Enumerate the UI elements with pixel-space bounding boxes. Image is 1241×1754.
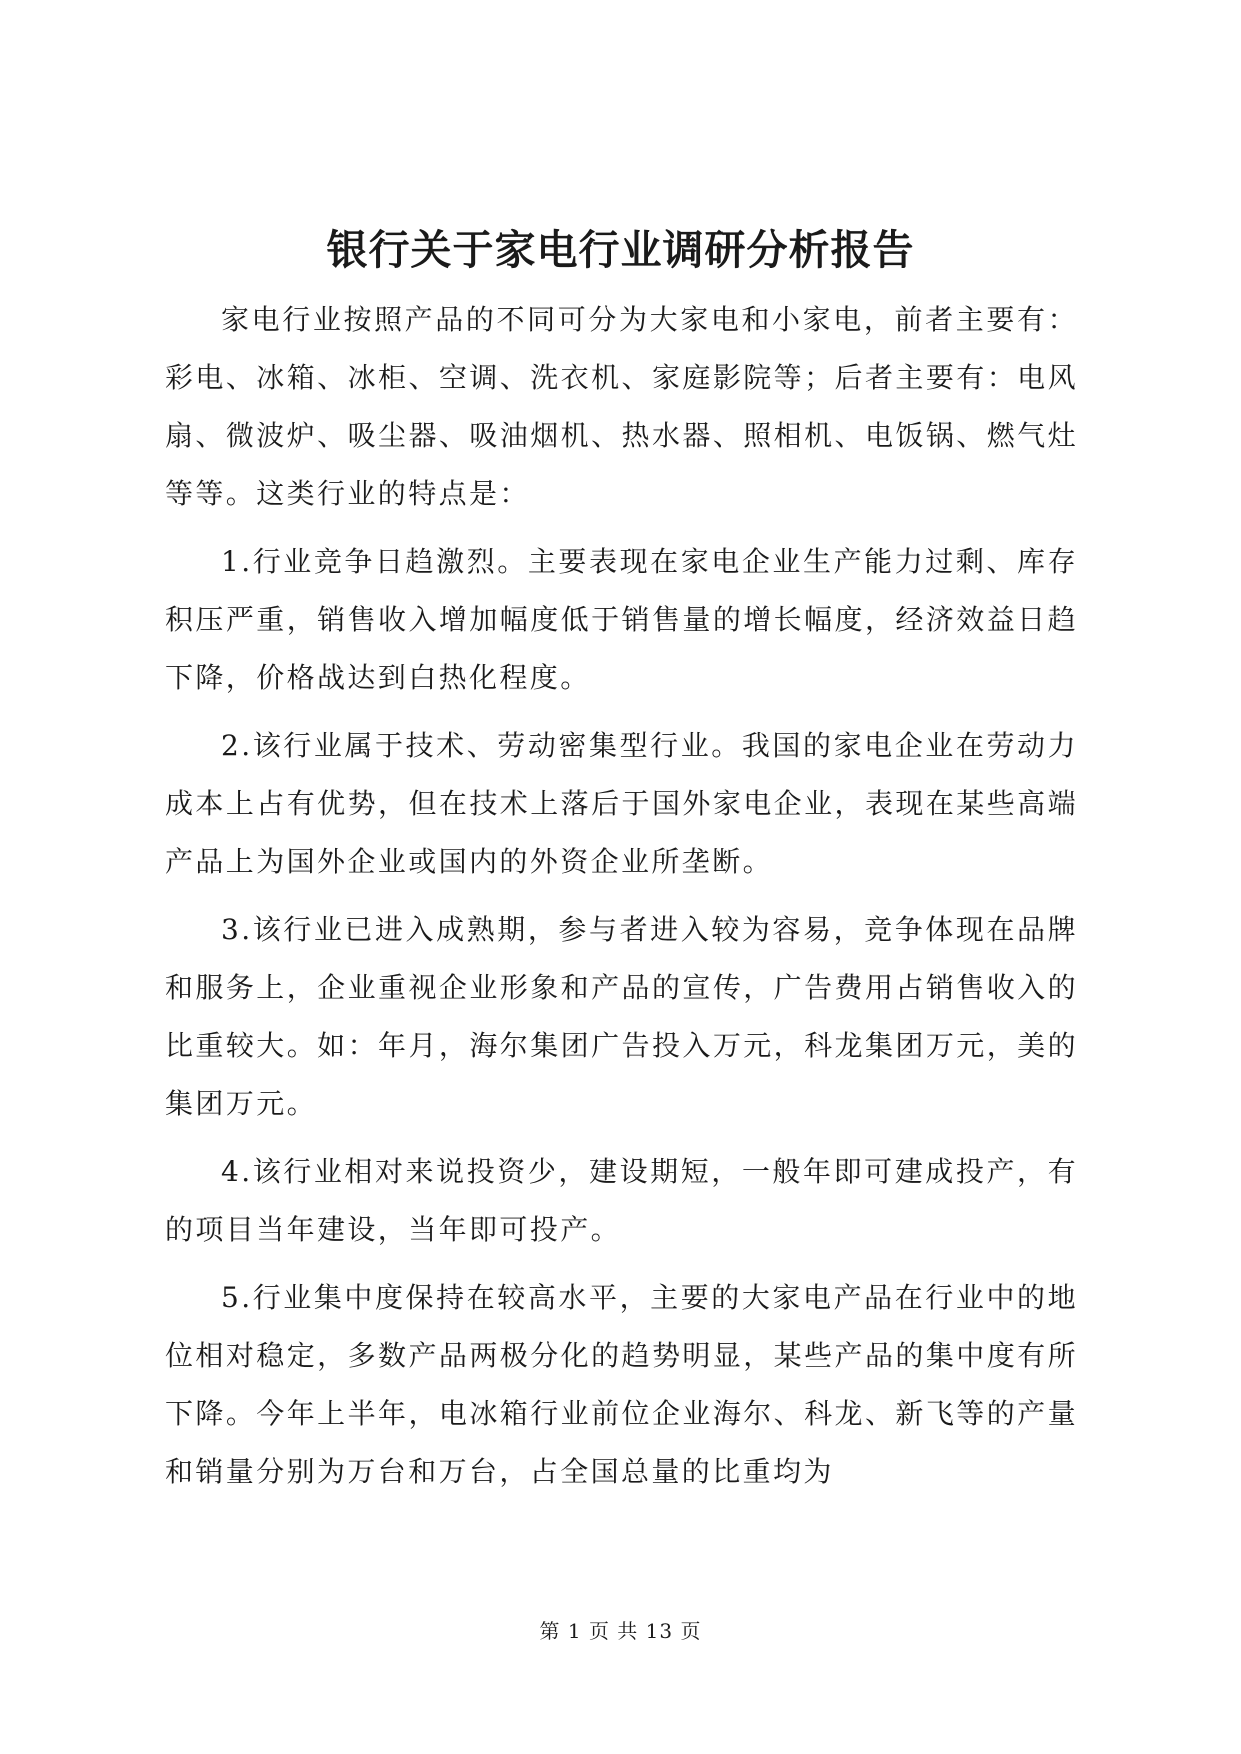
- paragraph-point-5: 5.行业集中度保持在较高水平，主要的大家电产品在行业中的地位相对稳定，多数产品两极分化的趋势明显，某些产品的集中度有所下降。今年上半年，电冰箱行业前位企业海尔、科龙、新飞等的产量和销量分别为万台和万台，占全国总量的比重均为: [165, 1281, 1078, 1488]
- paragraph-point-2: 2.该行业属于技术、劳动密集型行业。我国的家电企业在劳动力成本上占有优势，但在技术上落后于国外家电企业，表现在某些高端产品上为国外企业或国内的外资企业所垄断。: [165, 729, 1078, 878]
- page-footer: 第 1 页 共 13 页: [539, 1619, 702, 1643]
- paragraph-intro: 家电行业按照产品的不同可分为大家电和小家电，前者主要有：彩电、冰箱、冰柜、空调、洗衣机、家庭影院等；后者主要有：电风扇、微波炉、吸尘器、吸油烟机、热水器、照相机、电饭锅、燃气灶等等。这类行业的特点是：: [165, 303, 1078, 510]
- paragraph-point-4: 4.该行业相对来说投资少，建设期短，一般年即可建成投产，有的项目当年建设，当年即可投产。: [165, 1155, 1078, 1246]
- paragraph-point-3: 3.该行业已进入成熟期，参与者进入较为容易，竞争体现在品牌和服务上，企业重视企业形象和产品的宣传，广告费用占销售收入的比重较大。如：年月，海尔集团广告投入万元，科龙集团万元，美的集团万元。: [165, 913, 1078, 1120]
- paragraph-point-1: 1.行业竞争日趋激烈。主要表现在家电企业生产能力过剩、库存积压严重，销售收入增加幅度低于销售量的增长幅度，经济效益日趋下降，价格战达到白热化程度。: [165, 545, 1078, 694]
- document-title: 银行关于家电行业调研分析报告: [326, 226, 915, 274]
- document-body: [165, 291, 1078, 1511]
